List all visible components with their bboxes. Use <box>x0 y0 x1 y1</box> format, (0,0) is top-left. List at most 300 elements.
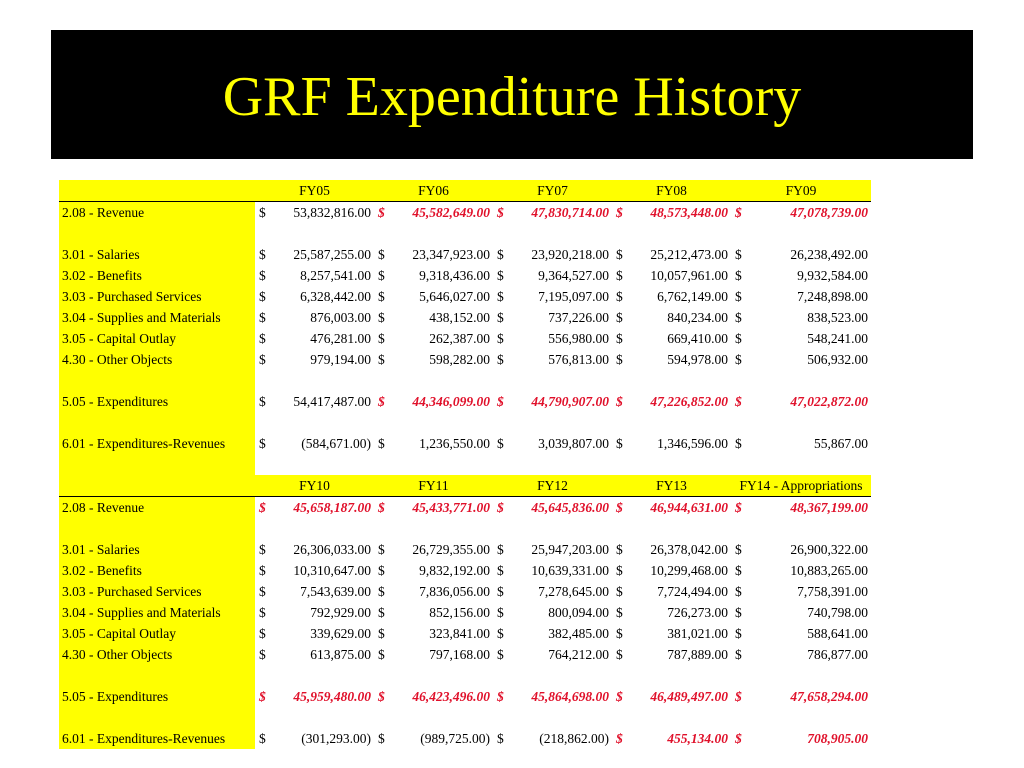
amount-cell: 44,790,907.00 <box>531 394 609 409</box>
currency-symbol: $ <box>616 626 623 641</box>
currency-symbol: $ <box>616 500 623 515</box>
row-label <box>59 707 255 728</box>
amount-cell: 26,306,033.00 <box>293 542 371 557</box>
table-row <box>59 265 871 286</box>
row-label: 5.05 - Expenditures <box>59 391 255 412</box>
amount-cell: 262,387.00 <box>429 331 490 346</box>
currency-symbol: $ <box>735 689 742 704</box>
table-row <box>59 623 871 644</box>
amount-cell: 46,944,631.00 <box>650 500 728 515</box>
currency-symbol <box>493 223 513 244</box>
amount-cell <box>751 518 871 539</box>
amount-cell: 740,798.00 <box>807 605 868 620</box>
amount-cell: 9,318,436.00 <box>419 268 490 283</box>
amount-cell: 708,905.00 <box>807 731 868 746</box>
table-row <box>59 328 871 349</box>
amount-cell: 5,646,027.00 <box>419 289 490 304</box>
amount-cell <box>632 707 731 728</box>
expenditure-table-container <box>59 180 871 749</box>
amount-cell: 792,929.00 <box>310 605 371 620</box>
column-header: FY09 <box>731 180 871 202</box>
currency-symbol <box>374 665 394 686</box>
table-row <box>59 244 871 265</box>
row-label <box>59 412 255 433</box>
amount-cell <box>394 412 493 433</box>
currency-symbol: $ <box>616 394 623 409</box>
amount-cell <box>632 454 731 475</box>
row-label: 3.01 - Salaries <box>59 244 255 265</box>
table-row <box>59 728 871 749</box>
column-header: FY08 <box>612 180 731 202</box>
amount-cell: 45,959,480.00 <box>293 689 371 704</box>
currency-symbol <box>493 412 513 433</box>
row-label: 3.02 - Benefits <box>59 265 255 286</box>
currency-symbol <box>374 370 394 391</box>
currency-symbol: $ <box>259 563 266 578</box>
currency-symbol <box>731 707 751 728</box>
currency-symbol <box>493 518 513 539</box>
spacer-row <box>59 412 871 433</box>
currency-symbol <box>493 665 513 686</box>
table-row <box>59 644 871 665</box>
page-title: GRF Expenditure History <box>222 65 802 128</box>
spacer-row <box>59 707 871 728</box>
currency-symbol: $ <box>497 542 504 557</box>
amount-cell <box>394 665 493 686</box>
table-row <box>59 560 871 581</box>
currency-symbol: $ <box>378 626 385 641</box>
row-label: 2.08 - Revenue <box>59 497 255 519</box>
amount-cell <box>275 223 374 244</box>
currency-symbol: $ <box>378 268 385 283</box>
amount-cell: 786,877.00 <box>807 647 868 662</box>
amount-cell: 476,281.00 <box>310 331 371 346</box>
table-row <box>59 602 871 623</box>
currency-symbol: $ <box>735 331 742 346</box>
currency-symbol <box>493 370 513 391</box>
table-row <box>59 202 871 224</box>
row-label: 5.05 - Expenditures <box>59 686 255 707</box>
currency-symbol: $ <box>616 268 623 283</box>
row-label <box>59 454 255 475</box>
amount-cell: 45,645,836.00 <box>531 500 609 515</box>
amount-cell: 23,347,923.00 <box>412 247 490 262</box>
amount-cell: 787,889.00 <box>667 647 728 662</box>
row-label: 3.02 - Benefits <box>59 560 255 581</box>
amount-cell: 10,057,961.00 <box>650 268 728 283</box>
amount-cell: 838,523.00 <box>807 310 868 325</box>
currency-symbol <box>493 707 513 728</box>
amount-cell <box>751 707 871 728</box>
currency-symbol: $ <box>735 205 742 220</box>
row-label <box>59 665 255 686</box>
table-row <box>59 391 871 412</box>
column-header: FY13 <box>612 475 731 497</box>
header-row <box>59 475 871 497</box>
table-row <box>59 286 871 307</box>
currency-symbol: $ <box>616 542 623 557</box>
amount-cell: 339,629.00 <box>310 626 371 641</box>
currency-symbol: $ <box>616 331 623 346</box>
currency-symbol: $ <box>259 247 266 262</box>
currency-symbol: $ <box>497 268 504 283</box>
amount-cell: 323,841.00 <box>429 626 490 641</box>
amount-cell <box>632 665 731 686</box>
currency-symbol: $ <box>735 626 742 641</box>
amount-cell: 1,346,596.00 <box>657 436 728 451</box>
currency-symbol: $ <box>735 584 742 599</box>
spacer-row <box>59 518 871 539</box>
currency-symbol: $ <box>378 205 385 220</box>
amount-cell: 455,134.00 <box>667 731 728 746</box>
currency-symbol: $ <box>497 731 504 746</box>
currency-symbol <box>374 412 394 433</box>
currency-symbol: $ <box>378 247 385 262</box>
amount-cell: 764,212.00 <box>548 647 609 662</box>
table-row <box>59 307 871 328</box>
currency-symbol: $ <box>259 352 266 367</box>
column-header: FY11 <box>374 475 493 497</box>
amount-cell: 45,658,187.00 <box>293 500 371 515</box>
currency-symbol: $ <box>378 689 385 704</box>
table-row <box>59 433 871 454</box>
currency-symbol: $ <box>497 563 504 578</box>
currency-symbol <box>374 518 394 539</box>
currency-symbol: $ <box>616 563 623 578</box>
currency-symbol: $ <box>378 394 385 409</box>
currency-symbol: $ <box>497 394 504 409</box>
spacer-row <box>59 370 871 391</box>
amount-cell: 23,920,218.00 <box>531 247 609 262</box>
currency-symbol: $ <box>378 542 385 557</box>
amount-cell: 669,410.00 <box>667 331 728 346</box>
amount-cell: 576,813.00 <box>548 352 609 367</box>
currency-symbol: $ <box>259 394 266 409</box>
amount-cell <box>513 370 612 391</box>
currency-symbol: $ <box>735 731 742 746</box>
currency-symbol: $ <box>616 647 623 662</box>
amount-cell: 10,299,468.00 <box>650 563 728 578</box>
currency-symbol: $ <box>259 331 266 346</box>
amount-cell: 47,022,872.00 <box>790 394 868 409</box>
currency-symbol: $ <box>378 500 385 515</box>
currency-symbol: $ <box>616 584 623 599</box>
row-label: 3.05 - Capital Outlay <box>59 328 255 349</box>
currency-symbol: $ <box>259 500 266 515</box>
currency-symbol: $ <box>497 331 504 346</box>
currency-symbol <box>255 665 275 686</box>
currency-symbol: $ <box>378 310 385 325</box>
currency-symbol: $ <box>497 352 504 367</box>
currency-symbol: $ <box>259 626 266 641</box>
amount-cell <box>394 518 493 539</box>
amount-cell <box>275 370 374 391</box>
currency-symbol: $ <box>735 605 742 620</box>
amount-cell: 3,039,807.00 <box>538 436 609 451</box>
amount-cell <box>751 665 871 686</box>
currency-symbol: $ <box>259 268 266 283</box>
currency-symbol: $ <box>497 689 504 704</box>
amount-cell: 54,417,487.00 <box>293 394 371 409</box>
amount-cell: 598,282.00 <box>429 352 490 367</box>
currency-symbol: $ <box>259 731 266 746</box>
amount-cell <box>632 370 731 391</box>
currency-symbol <box>255 707 275 728</box>
currency-symbol: $ <box>259 436 266 451</box>
amount-cell <box>513 518 612 539</box>
amount-cell <box>275 707 374 728</box>
amount-cell: 438,152.00 <box>429 310 490 325</box>
amount-cell: 382,485.00 <box>548 626 609 641</box>
amount-cell: 7,836,056.00 <box>419 584 490 599</box>
spacer-row <box>59 223 871 244</box>
amount-cell <box>632 412 731 433</box>
amount-cell: 726,273.00 <box>667 605 728 620</box>
currency-symbol <box>612 370 632 391</box>
currency-symbol: $ <box>259 542 266 557</box>
currency-symbol: $ <box>616 352 623 367</box>
amount-cell: 45,433,771.00 <box>412 500 490 515</box>
amount-cell <box>751 223 871 244</box>
table-row <box>59 539 871 560</box>
currency-symbol: $ <box>378 584 385 599</box>
currency-symbol <box>255 223 275 244</box>
amount-cell: 47,226,852.00 <box>650 394 728 409</box>
amount-cell <box>394 223 493 244</box>
column-header: FY07 <box>493 180 612 202</box>
amount-cell <box>394 370 493 391</box>
amount-cell <box>275 412 374 433</box>
amount-cell: 45,864,698.00 <box>531 689 609 704</box>
amount-cell: 876,003.00 <box>310 310 371 325</box>
currency-symbol: $ <box>497 605 504 620</box>
currency-symbol <box>731 454 751 475</box>
currency-symbol <box>255 454 275 475</box>
currency-symbol: $ <box>378 331 385 346</box>
currency-symbol: $ <box>378 731 385 746</box>
currency-symbol <box>731 412 751 433</box>
currency-symbol: $ <box>735 352 742 367</box>
amount-cell: 47,078,739.00 <box>790 205 868 220</box>
currency-symbol: $ <box>378 605 385 620</box>
amount-cell: 55,867.00 <box>814 436 868 451</box>
amount-cell: 1,236,550.00 <box>419 436 490 451</box>
currency-symbol: $ <box>497 626 504 641</box>
currency-symbol: $ <box>616 247 623 262</box>
amount-cell: (584,671.00) <box>301 436 371 451</box>
row-label <box>59 518 255 539</box>
amount-cell: 25,587,255.00 <box>293 247 371 262</box>
amount-cell: 26,378,042.00 <box>650 542 728 557</box>
currency-symbol: $ <box>378 563 385 578</box>
amount-cell <box>513 707 612 728</box>
currency-symbol: $ <box>735 394 742 409</box>
amount-cell: 7,278,645.00 <box>538 584 609 599</box>
currency-symbol: $ <box>735 647 742 662</box>
amount-cell <box>751 370 871 391</box>
row-label: 6.01 - Expenditures-Revenues <box>59 433 255 454</box>
amount-cell: 381,021.00 <box>667 626 728 641</box>
amount-cell: 10,883,265.00 <box>790 563 868 578</box>
row-label: 4.30 - Other Objects <box>59 644 255 665</box>
amount-cell <box>394 707 493 728</box>
column-header: FY14 - Appropriations <box>731 475 871 497</box>
spacer-row <box>59 454 871 475</box>
currency-symbol: $ <box>259 605 266 620</box>
amount-cell: 25,212,473.00 <box>650 247 728 262</box>
title-banner <box>51 30 973 159</box>
amount-cell: 7,248,898.00 <box>797 289 868 304</box>
currency-symbol: $ <box>378 436 385 451</box>
amount-cell: 26,729,355.00 <box>412 542 490 557</box>
currency-symbol: $ <box>259 689 266 704</box>
amount-cell: 8,257,541.00 <box>300 268 371 283</box>
currency-symbol <box>255 370 275 391</box>
currency-symbol: $ <box>616 310 623 325</box>
currency-symbol: $ <box>378 647 385 662</box>
row-label: 3.03 - Purchased Services <box>59 286 255 307</box>
amount-cell: 594,978.00 <box>667 352 728 367</box>
table-row <box>59 686 871 707</box>
currency-symbol: $ <box>735 542 742 557</box>
column-header: FY06 <box>374 180 493 202</box>
currency-symbol: $ <box>616 436 623 451</box>
row-label: 3.05 - Capital Outlay <box>59 623 255 644</box>
amount-cell <box>394 454 493 475</box>
currency-symbol: $ <box>259 205 266 220</box>
currency-symbol <box>493 454 513 475</box>
currency-symbol <box>731 665 751 686</box>
amount-cell: 7,724,494.00 <box>657 584 728 599</box>
table-row <box>59 349 871 370</box>
amount-cell: 506,932.00 <box>807 352 868 367</box>
currency-symbol: $ <box>735 289 742 304</box>
currency-symbol: $ <box>735 310 742 325</box>
amount-cell: 7,543,639.00 <box>300 584 371 599</box>
currency-symbol: $ <box>616 731 623 746</box>
amount-cell <box>275 518 374 539</box>
currency-symbol: $ <box>735 563 742 578</box>
row-label: 4.30 - Other Objects <box>59 349 255 370</box>
spacer-row <box>59 665 871 686</box>
amount-cell: 46,423,496.00 <box>412 689 490 704</box>
amount-cell <box>513 454 612 475</box>
currency-symbol: $ <box>616 605 623 620</box>
amount-cell: 25,947,203.00 <box>531 542 609 557</box>
currency-symbol: $ <box>497 584 504 599</box>
currency-symbol: $ <box>735 247 742 262</box>
amount-cell <box>513 412 612 433</box>
amount-cell: 588,641.00 <box>807 626 868 641</box>
amount-cell: 47,830,714.00 <box>531 205 609 220</box>
row-label: 2.08 - Revenue <box>59 202 255 224</box>
currency-symbol: $ <box>497 310 504 325</box>
amount-cell: 840,234.00 <box>667 310 728 325</box>
amount-cell: 7,195,097.00 <box>538 289 609 304</box>
amount-cell <box>632 223 731 244</box>
currency-symbol: $ <box>497 289 504 304</box>
currency-symbol: $ <box>735 500 742 515</box>
row-label: 3.03 - Purchased Services <box>59 581 255 602</box>
currency-symbol: $ <box>616 205 623 220</box>
amount-cell: 556,980.00 <box>548 331 609 346</box>
currency-symbol: $ <box>259 289 266 304</box>
currency-symbol: $ <box>259 584 266 599</box>
amount-cell: 48,573,448.00 <box>650 205 728 220</box>
header-label-cell <box>59 475 255 497</box>
amount-cell <box>513 223 612 244</box>
currency-symbol <box>731 518 751 539</box>
currency-symbol <box>612 707 632 728</box>
amount-cell: 26,238,492.00 <box>790 247 868 262</box>
amount-cell: 7,758,391.00 <box>797 584 868 599</box>
currency-symbol: $ <box>259 310 266 325</box>
currency-symbol: $ <box>497 436 504 451</box>
amount-cell <box>751 454 871 475</box>
currency-symbol <box>731 223 751 244</box>
currency-symbol: $ <box>497 647 504 662</box>
currency-symbol: $ <box>497 247 504 262</box>
amount-cell <box>275 454 374 475</box>
row-label <box>59 370 255 391</box>
amount-cell: 9,932,584.00 <box>797 268 868 283</box>
currency-symbol <box>612 454 632 475</box>
column-header: FY12 <box>493 475 612 497</box>
currency-symbol: $ <box>497 205 504 220</box>
amount-cell: 46,489,497.00 <box>650 689 728 704</box>
header-label-cell <box>59 180 255 202</box>
amount-cell: 10,639,331.00 <box>531 563 609 578</box>
currency-symbol <box>731 370 751 391</box>
currency-symbol <box>612 518 632 539</box>
table-row <box>59 581 871 602</box>
amount-cell <box>751 412 871 433</box>
currency-symbol: $ <box>735 268 742 283</box>
row-label: 3.01 - Salaries <box>59 539 255 560</box>
amount-cell <box>513 665 612 686</box>
currency-symbol: $ <box>735 436 742 451</box>
amount-cell: 613,875.00 <box>310 647 371 662</box>
currency-symbol <box>612 223 632 244</box>
header-row <box>59 180 871 202</box>
currency-symbol: $ <box>616 689 623 704</box>
row-label: 3.04 - Supplies and Materials <box>59 307 255 328</box>
row-label: 3.04 - Supplies and Materials <box>59 602 255 623</box>
currency-symbol <box>255 412 275 433</box>
amount-cell: 6,328,442.00 <box>300 289 371 304</box>
amount-cell: 737,226.00 <box>548 310 609 325</box>
currency-symbol: $ <box>378 352 385 367</box>
amount-cell: 44,346,099.00 <box>412 394 490 409</box>
currency-symbol: $ <box>259 647 266 662</box>
currency-symbol: $ <box>616 289 623 304</box>
amount-cell: 10,310,647.00 <box>293 563 371 578</box>
amount-cell: 548,241.00 <box>807 331 868 346</box>
amount-cell: 979,194.00 <box>310 352 371 367</box>
amount-cell: 48,367,199.00 <box>790 500 868 515</box>
expenditure-table <box>59 180 871 749</box>
amount-cell: 9,832,192.00 <box>419 563 490 578</box>
currency-symbol <box>612 412 632 433</box>
currency-symbol <box>374 454 394 475</box>
amount-cell: 9,364,527.00 <box>538 268 609 283</box>
column-header: FY05 <box>255 180 374 202</box>
row-label: 6.01 - Expenditures-Revenues <box>59 728 255 749</box>
amount-cell: 797,168.00 <box>429 647 490 662</box>
table-row <box>59 497 871 519</box>
amount-cell: 45,582,649.00 <box>412 205 490 220</box>
amount-cell: 53,832,816.00 <box>293 205 371 220</box>
